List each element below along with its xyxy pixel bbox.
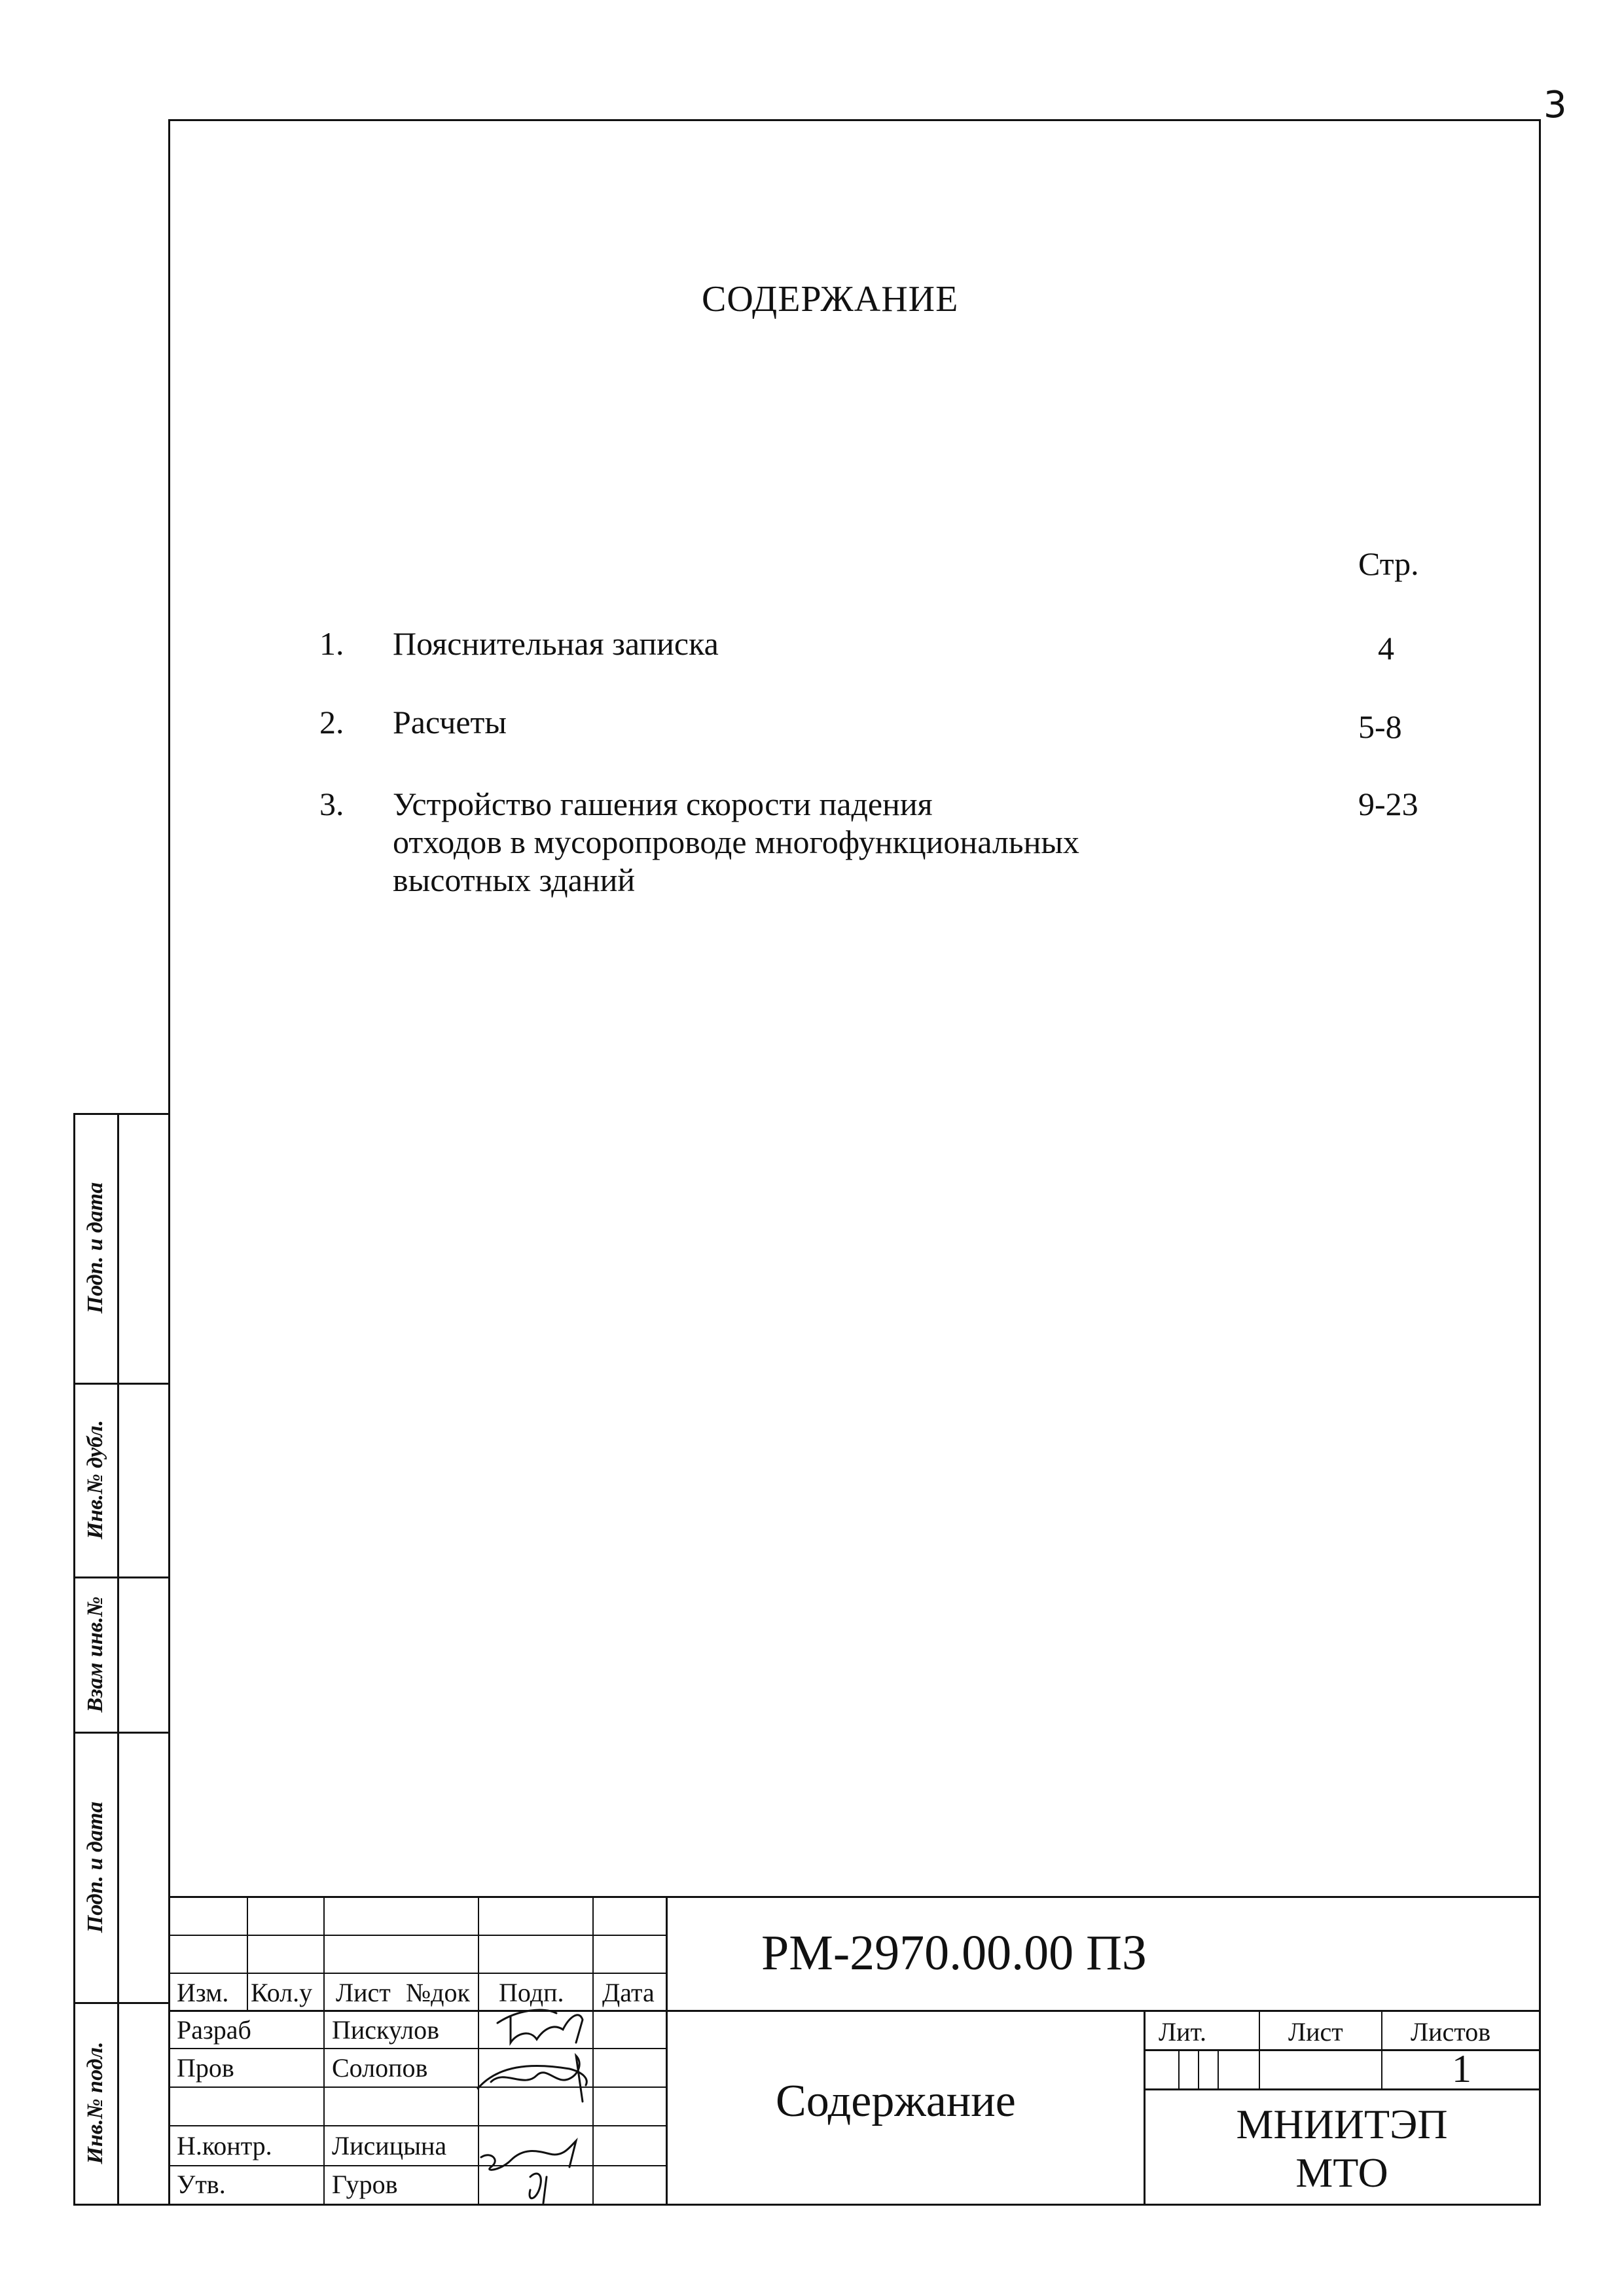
- role-norm-control: Н.контр.: [177, 2131, 272, 2160]
- side-label-orig-inv: Инв.№ подл.: [83, 2041, 107, 2164]
- header-change: Изм.: [177, 1978, 229, 2007]
- name-approver: Гуров: [332, 2170, 398, 2199]
- toc-item-page: 4: [1378, 630, 1394, 666]
- toc-item-page: 5-8: [1358, 708, 1402, 745]
- name-norm-control: Лисицына: [332, 2131, 447, 2160]
- header-signature: Подп.: [499, 1978, 564, 2007]
- signatures: [471, 2003, 609, 2206]
- toc-item-title-line: Устройство гашения скорости падения: [393, 786, 933, 822]
- toc-item-number: 3.: [319, 786, 344, 822]
- header-date: Дата: [602, 1978, 655, 2007]
- toc-item-number: 1.: [319, 625, 344, 662]
- role-developer: Разраб: [177, 2015, 251, 2045]
- side-label-sign-date-2: Подп. и дата: [83, 1801, 107, 1933]
- role-approver: Утв.: [177, 2170, 226, 2199]
- sheet-label: Лист: [1288, 2017, 1343, 2047]
- organization-line-2: МТО: [1295, 2149, 1388, 2196]
- name-developer: Пискулов: [332, 2015, 440, 2045]
- document-name: Содержание: [776, 2076, 1016, 2126]
- toc-item-title: Расчеты: [393, 704, 507, 740]
- toc-item-number: 2.: [319, 704, 344, 740]
- toc-item-title-line: высотных зданий: [393, 862, 636, 898]
- toc-item-title-line: отходов в мусоропроводе многофункциональных: [393, 824, 1079, 860]
- header-qty: Кол.у: [251, 1978, 313, 2007]
- side-label-sign-date-1: Подп. и дата: [83, 1182, 107, 1314]
- document-code: РМ-2970.00.00 ПЗ: [761, 1925, 1147, 1980]
- role-checker: Пров: [177, 2053, 234, 2083]
- toc-page-header: Стр.: [1358, 545, 1419, 582]
- header-doc-no: №док: [406, 1978, 470, 2007]
- document-title: СОДЕРЖАНИЕ: [702, 279, 959, 319]
- organization-name: [1146, 2100, 1538, 2197]
- side-label-replace-inv: Взам инв.№: [83, 1596, 107, 1713]
- lit-label: Лит.: [1159, 2017, 1207, 2047]
- sheets-label: Листов: [1411, 2017, 1491, 2047]
- side-label-dup-inv: Инв.№ дубл.: [83, 1419, 107, 1540]
- sheets-value: 1: [1452, 2047, 1471, 2090]
- organization-line-1: МНИИТЭП: [1236, 2101, 1448, 2147]
- header-sheet: Лист: [336, 1978, 391, 2007]
- toc-item-page: 9-23: [1358, 786, 1418, 822]
- page-number: 3: [1543, 84, 1567, 126]
- name-checker: Солопов: [332, 2053, 428, 2083]
- toc-item-title: Пояснительная записка: [393, 625, 719, 662]
